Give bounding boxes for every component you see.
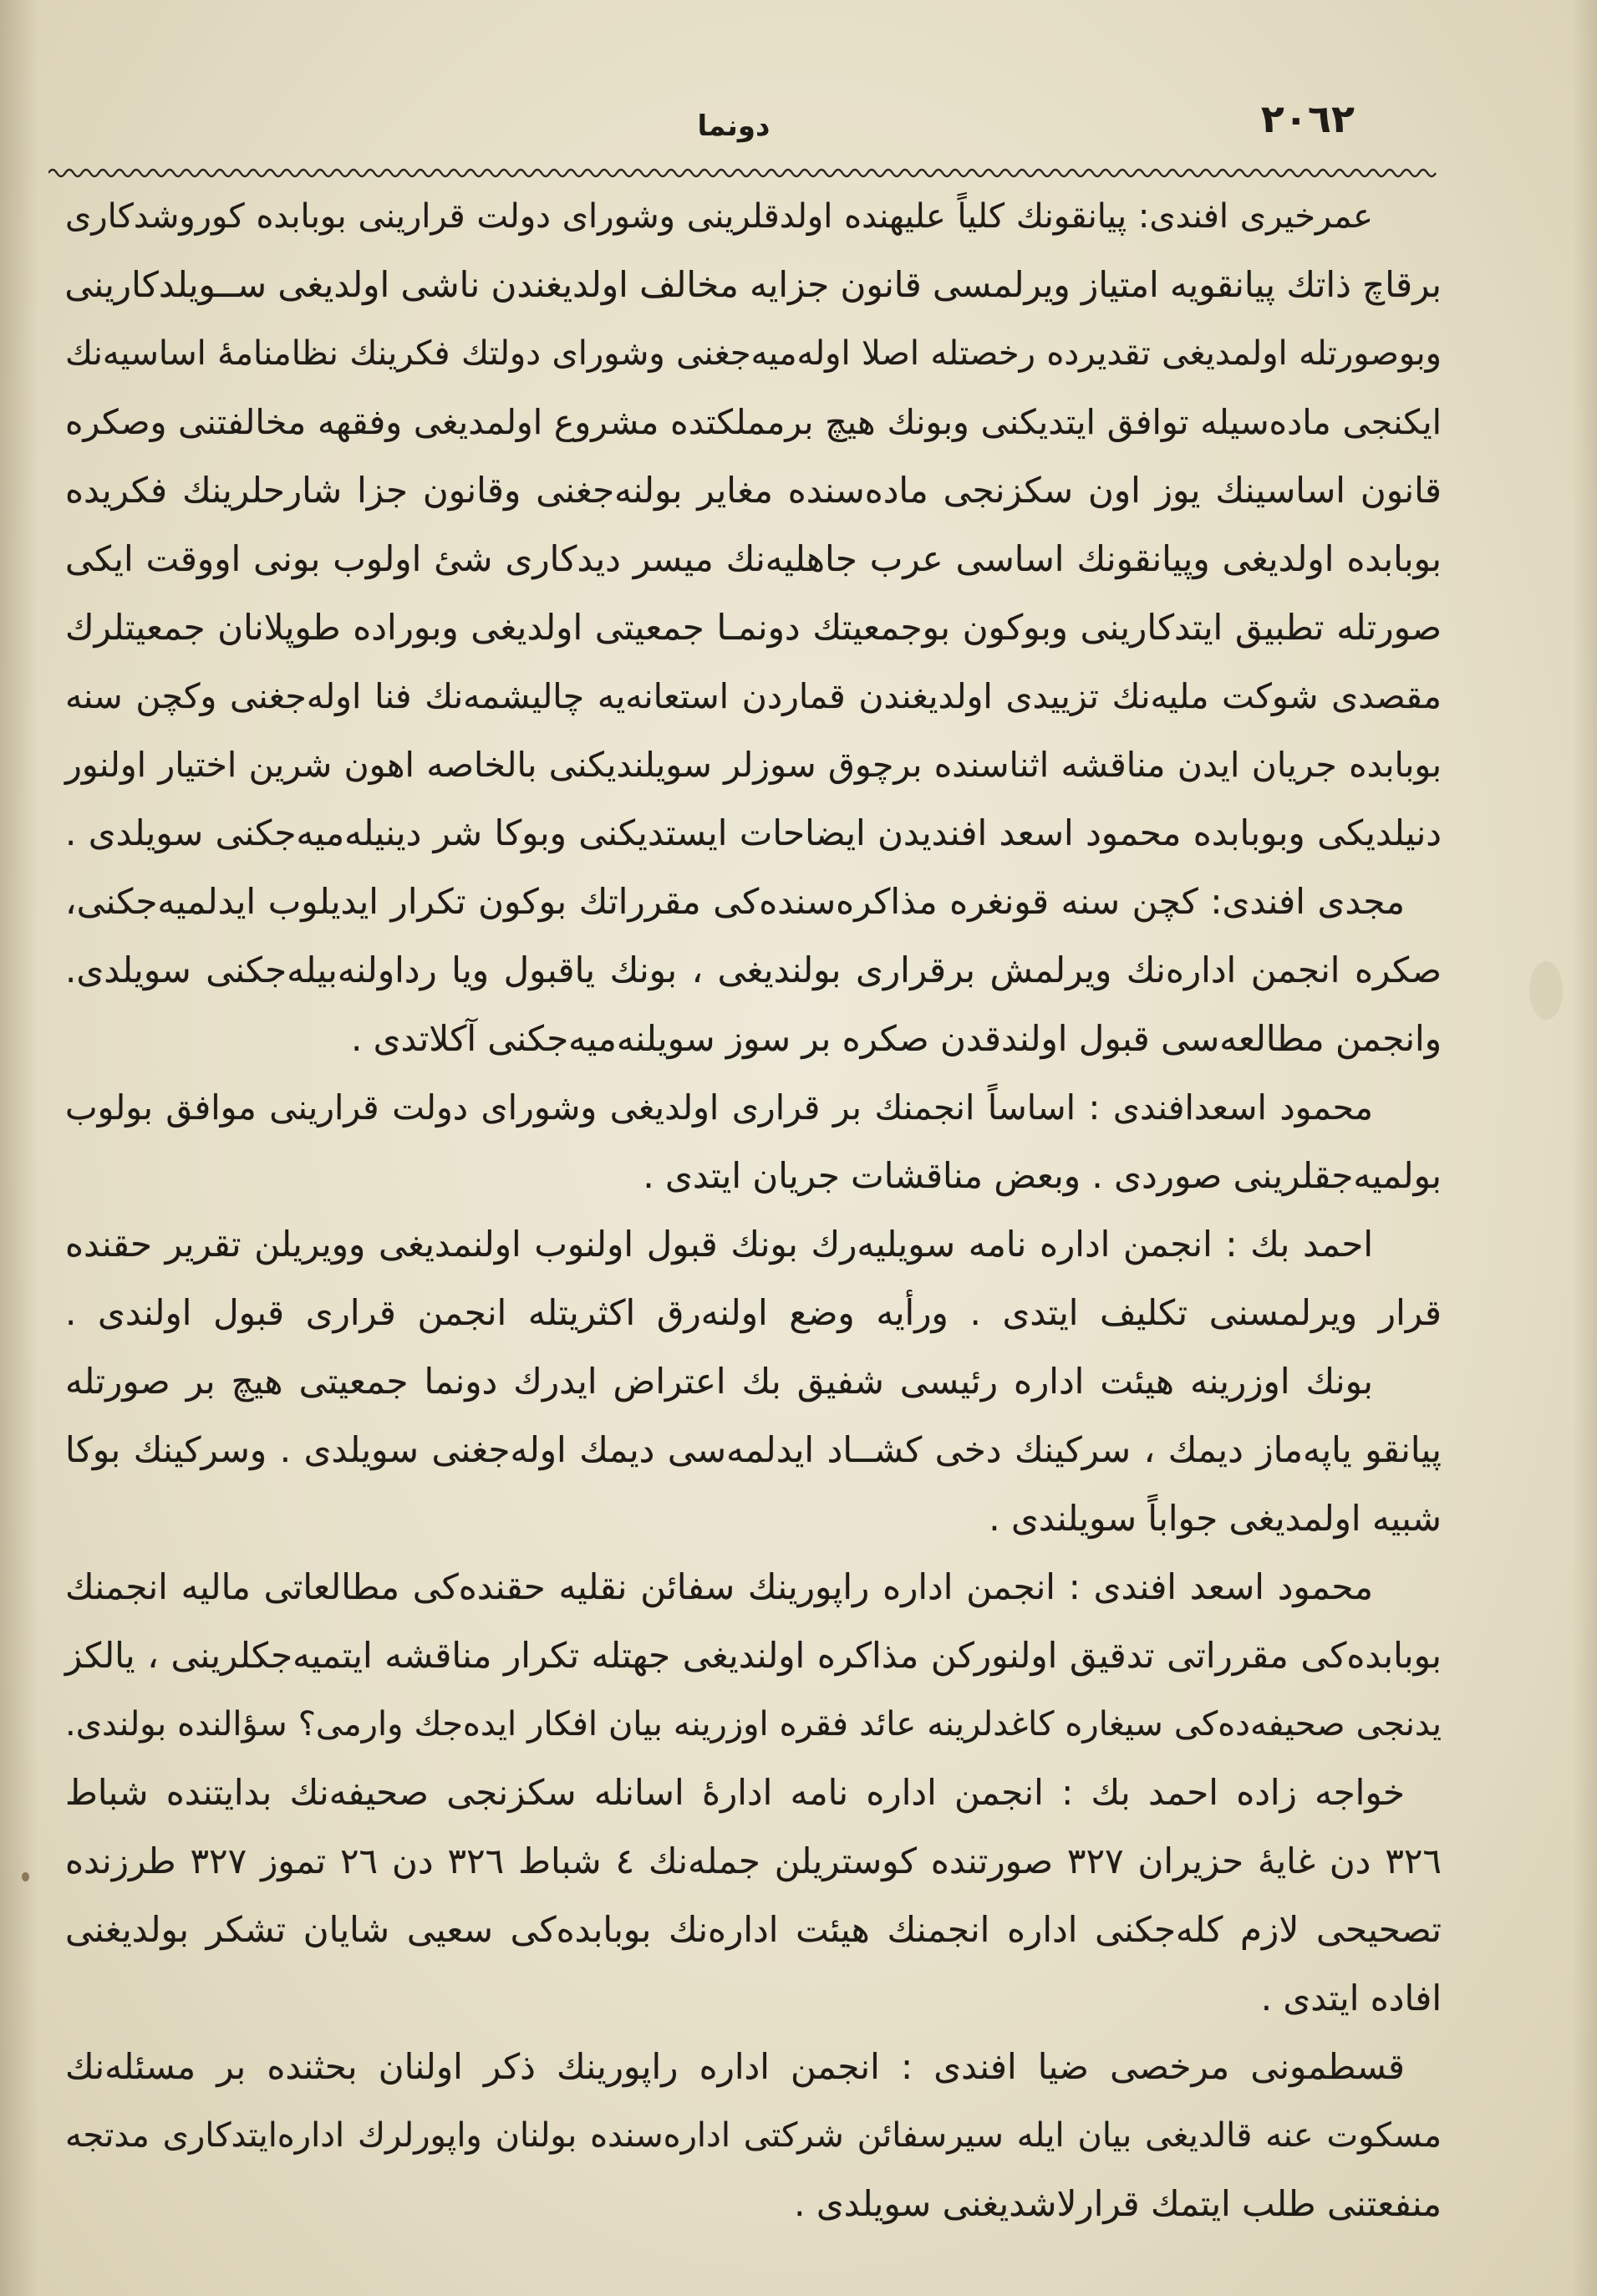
text-line: محمود اسعد افندی : انجمن اداره راپورینك سفائن نقلیه حقنده‌كی مطالعاتی مالیه انجمنك: [64, 1566, 1373, 1607]
paragraph: [58, 1553, 1442, 1759]
text-line: قسطمونی مرخصی ضیا افندی : انجمن اداره راپورینك ذكر اولنان بحثنده بر مسئله‌نك: [65, 2046, 1405, 2087]
text-line: تصحیحی لازم كله‌جكنی اداره انجمنك هیئت اداره‌نك بوبابده‌كی سعیی شایان تشكر بولدیغنی: [65, 1909, 1442, 1950]
text-line: عمرخیری افندی: پیانقونك كلیاً علیهنده اولدقلرینی وشورای دولت قرارینی بوبابده كوروشدكاری: [64, 197, 1373, 236]
page-edge-shadow-right: [1572, 0, 1597, 2296]
text-line: صورتله تطبیق ایتدكارینی وبوكون بوجمعیتك دونمـا جمعیتی اولدیغی وبوراده طوپلانان جمعیتلرك: [65, 607, 1442, 648]
page-number: ٢٠٦٢: [1260, 96, 1355, 141]
wavy-rule: [48, 162, 1442, 184]
text-line: یدنجی صحیفه‌ده‌كی سیغاره كاغدلرینه عائد فقره اوزرینه بیان افكار ایده‌جك وارمی؟ سؤالنده بولندی.: [65, 1705, 1442, 1744]
text-line: وانجمن مطالعه‌سی قبول اولندقدن صكره بر سوز سویلنه‌میه‌جكنی آكلاتدی .: [350, 1018, 1442, 1059]
paragraph: [58, 182, 1442, 868]
text-line: مجدی افندی: كچن سنه قونغره مذاكره‌سنده‌كی مقرراتك بوكون تكرار ایدیلوب ایدلمیه‌جكنی،: [65, 881, 1405, 922]
text-line: بولمیه‌جقلرینی صوردی . وبعض مناقشات جریان ایتدی .: [643, 1155, 1442, 1196]
text-line: بونك اوزرینه هیئت اداره رئیسی شفیق بك اعتراض ایدرك دونما جمعیتی هیچ بر صورتله: [64, 1361, 1373, 1402]
paragraph: [58, 2033, 1442, 2238]
page-edge-shadow: [0, 0, 38, 2296]
text-line: پیانقو یاپه‌ماز دیمك ، سركینك دخی كشــاد ایدلمه‌سی دیمك اوله‌جغنی سویلدی . وسركینك بوكا: [65, 1429, 1442, 1470]
text-line: دنیلدیكی وبوبابده محمود اسعد افندیدن ایضاحات ایستدیكنی وبوكا شر دینیله‌میه‌جكنی سویلدی .: [65, 812, 1442, 853]
ink-spot: [22, 1872, 29, 1881]
wave-path: [48, 170, 1436, 176]
paper-stain: [1529, 961, 1563, 1020]
text-line: خواجه زاده احمد بك : انجمن اداره نامه ادارهٔ اسانله سكزنجی صحیفه‌نك بدایتنده شباط: [64, 1772, 1405, 1813]
text-line: قرار ویرلمسنی تكلیف ایتدی . ورأیه وضع اولنه‌رق اكثریتله انجمن قراری قبول اولندی .: [65, 1292, 1442, 1333]
paragraph: [58, 1073, 1442, 1210]
text-line: ایكنجی ماده‌سیله توافق ایتدیكنی وبونك هیچ برمملكتده مشروع اولمدیغی وفقهه مخالفتنی وصكره: [65, 402, 1442, 442]
text-line: صكره انجمن اداره‌نك ویرلمش برقراری بولندیغی ، بونك یاقبول ویا رداولنه‌بیله‌جكنی سویلدی.: [64, 949, 1442, 990]
body-text: [58, 182, 1442, 2238]
paragraph: [58, 1759, 1442, 2033]
text-line: محمود اسعدافندی : اساساً انجمنك بر قراری اولدیغی وشورای دولت قرارینی موافق بولوب: [65, 1087, 1373, 1128]
text-line: برقاچ ذاتك پیانقویه امتیاز ویرلمسی قانون جزایه مخالف اولدیغندن ناشی اولدیغی ســویلدكارینی: [64, 264, 1442, 305]
text-line: بوبابده‌كی مقرراتی تدقیق اولنوركن مذاكره اولندیغی جهتله تكرار مناقشه ایتمیه‌جكلرینی ، یالكز: [64, 1635, 1442, 1676]
running-title: دونما: [697, 109, 771, 143]
text-line: ٣٢٦ دن غایهٔ حزیران ٣٢٧ صورتنده كوستریلن جمله‌نك ٤ شباط ٣٢٦ دن ٢٦ تموز ٣٢٧ طرزنده: [64, 1840, 1442, 1881]
text-line: افاده ایتدی .: [1260, 1978, 1442, 2019]
paragraph: [58, 1210, 1442, 1347]
text-line: احمد بك : انجمن اداره نامه سویلیه‌رك بونك قبول اولنوب اولنمدیغی وویریلن تقریر حقنده: [65, 1224, 1373, 1265]
text-line: بوبابده جریان ایدن مناقشه اثناسنده برچوق سوزلر سویلندیكنی بالخاصه اهون شرین اختیار اولنور: [65, 745, 1442, 785]
paragraph: [58, 868, 1442, 1073]
text-line: وبوصورتله اولمدیغی تقدیرده رخصتله اصلا اوله‌میه‌جغنی وشورای دولتك فكرینك نظامنامهٔ اساسیه‌نك: [65, 334, 1442, 373]
text-line: بوبابده اولدیغی وپیانقونك اساسی عرب جاهلیه‌نك میسر دیدكاری شیٔ اولوب بونی اووقت ایكی: [65, 538, 1442, 579]
text-line: مسكوت عنه قالدیغی بیان ایله سیرسفائن شركتی اداره‌سنده بولنان واپورلرك اداره‌ایتدكاری مدتجه: [64, 2116, 1442, 2155]
text-line: مقصدی شوكت ملیه‌نك تزییدی اولدیغندن قماردن استعانه‌یه چالیشمه‌نك فنا اوله‌جغنی وكچن سنه: [64, 676, 1442, 716]
text-line: قانون اساسینك یوز اون سكزنجی ماده‌سنده مغایر بولنه‌جغنی وقانون جزا شارحلرینك فكریده: [64, 470, 1442, 511]
text-line: شبیه اولمدیغی جواباً سویلندی .: [989, 1498, 1442, 1539]
paragraph: [58, 1347, 1442, 1553]
text-line: منفعتنی طلب ایتمك قرارلاشدیغنی سویلدی .: [794, 2183, 1442, 2224]
